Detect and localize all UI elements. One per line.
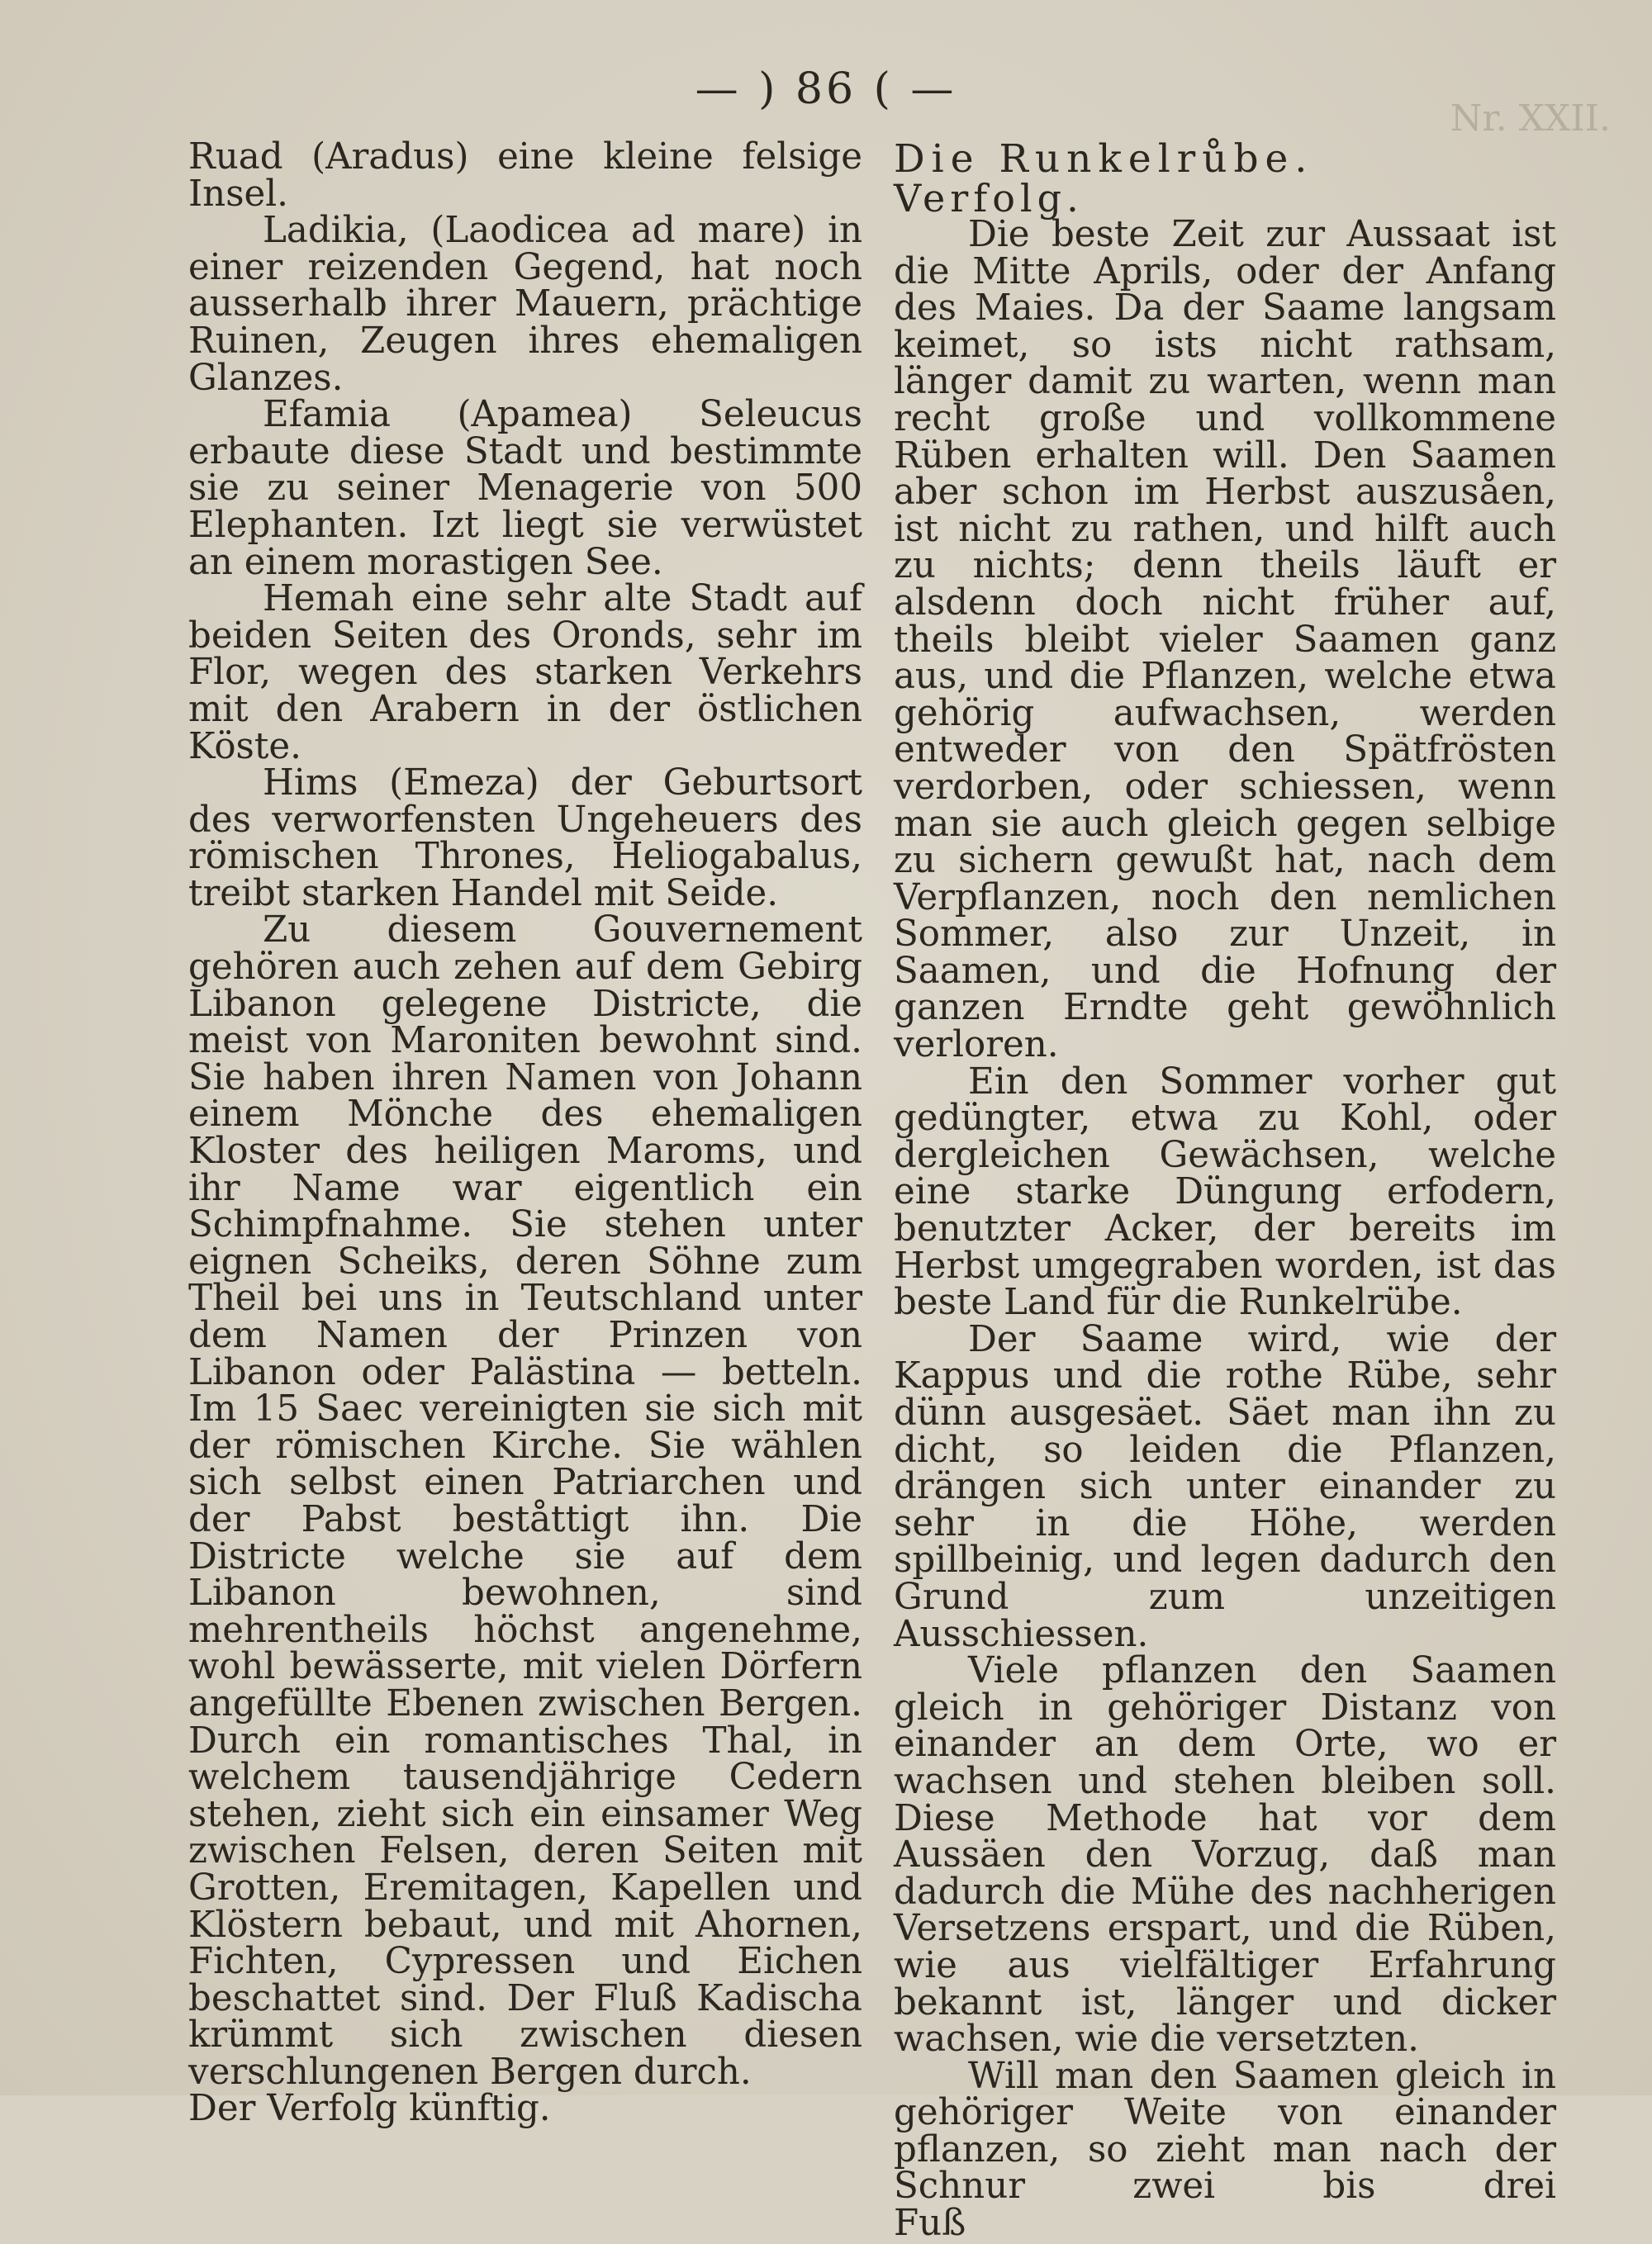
corner-mark: Nr. XXII. xyxy=(1450,97,1611,140)
paragraph-hims: Hims (Emeza) der Geburtsort des verworfensten Ungeheuers des römischen Thrones, Heliogabalus, treibt starken Handel mit Seide. xyxy=(188,762,862,914)
paragraph-schnur: Will man den Saamen gleich in gehöriger Weite von einander pflanzen, so zieht man nach der Schnur zwei bis drei xyxy=(894,2055,1556,2208)
article-subtitle: Verfolg. xyxy=(894,176,1084,221)
paragraph-acker: Ein den Sommer vorher gut gedüngter, etwa zu Kohl, oder dergleichen Gewächsen, welche eine starke Düngung erfodern, benutzter Acker, der bereits im Herbst umgegraben worden, ist das beste Land für die Runkelrübe. xyxy=(894,1060,1556,1324)
paragraph-pflanzen: Viele pflanzen den Saamen gleich in gehöriger Distanz von einander an dem Orte, wo er wachsen und stehen bleiben soll. Diese Methode hat vor dem Aussäen den Vorzug, daß man dadurch die Mühe des nachherigen Versetzens erspart, und die Rüben, wie aus vielfältiger Erfahrung bekannt ist, länger und dicker wachsen, wie die versetzten. xyxy=(894,1650,1556,2061)
paragraph-saame: Der Saame wird, wie der Kappus und die rothe Rübe, sehr dünn ausgesäet. Säet man ihn zu dicht, so leiden die Pflanzen, drängen sich unter einander zu sehr in die Höhe, werden spillbeinig, und legen dadurch den Grund zum unzeitigen Ausschiessen. xyxy=(894,1318,1556,1655)
right-column xyxy=(894,136,1556,2244)
paragraph-libanon: Zu diesem Gouvernement gehören auch zehen auf dem Gebirg Libanon gelegene Districte, die meist von Maroniten bewohnt sind. Sie haben ihren Namen von Johann einem Mönche des ehemaligen Kloster des heiligen Maroms, und ihr Name war eigentlich ein Schimpfnahme. Sie stehen unter eignen Scheiks, deren Söhne zum Theil bei uns in Teutschland unter dem Namen der Prinzen von Libanon oder Palästina — betteln. Im 15 Saec vereinigten sie sich mit der römischen Kirche. Sie wählen sich selbst einen Patriarchen und der Pabst beståttigt ihn. Die Districte welche sie auf dem Libanon bewohnen, sind mehrentheils höchst angenehme, wohl bewässerte, mit vielen Dörfern angefüllte Ebenen zwischen Bergen. Durch ein romantisches Thal, in welchem tausendjährige Cedern stehen, zieht sich ein einsamer Weg zwischen Felsen, deren Seiten mit Grotten, Eremitagen, Kapellen und Klöstern bebaut, und mit Ahornen, Fichten, Cypressen und Eichen beschattet sind. Der Fluß Kadischa krümmt sich zwischen diesen verschlungenen Bergen durch. xyxy=(188,909,862,2093)
catchword: Fuß xyxy=(894,2203,966,2244)
left-column xyxy=(188,136,862,2130)
page-number: — ) 86 ( — xyxy=(695,64,957,114)
paragraph-efamia: Efamia (Apamea) Seleucus erbaute diese Stadt und bestimmte sie zu seiner Menagerie von 500 Elephanten. Izt liegt sie verwüstet an einem morastigen See. xyxy=(188,394,862,583)
continuation-note: Der Verfolg künftig. xyxy=(188,2088,551,2130)
paragraph-hemah: Hemah eine sehr alte Stadt auf beiden Seiten des Oronds, sehr im Flor, wegen des starken Verkehrs mit den Arabern in der östlichen Köste. xyxy=(188,578,862,767)
paragraph-ladikia: Ladikia, (Laodicea ad mare) in einer reizenden Gegend, hat noch ausserhalb ihrer Mauern, prächtige Ruinen, Zeugen ihres ehemaligen Glanzes. xyxy=(188,210,862,399)
paragraph-aussaat: Die beste Zeit zur Aussaat ist die Mitte Aprils, oder der Anfang des Maies. Da der Saame langsam keimet, so ists nicht rathsam, länger damit zu warten, wenn man recht große und vollkommene Rüben erhalten will. Den Saamen aber schon im Herbst auszusåen, ist nicht zu rathen, und hilft auch zu nichts; denn theils läuft er alsdenn doch nicht früher auf, theils bleibt vieler Saamen ganz aus, und die Pflanzen, welche etwa gehörig aufwachsen, werden entweder von den Spätfrösten verdorben, oder schiessen, wenn man sie auch gleich gegen selbige zu sichern gewußt hat, nach dem Verpflanzen, noch den nemlichen Sommer, also zur Unzeit, in Saamen, und die Hofnung der ganzen Erndte geht gewöhnlich verloren. xyxy=(894,214,1556,1066)
paragraph-ruad: Ruad (Aradus) eine kleine felsige Insel. xyxy=(188,136,862,215)
article-title: Die Runkelrůbe. xyxy=(894,136,1314,182)
